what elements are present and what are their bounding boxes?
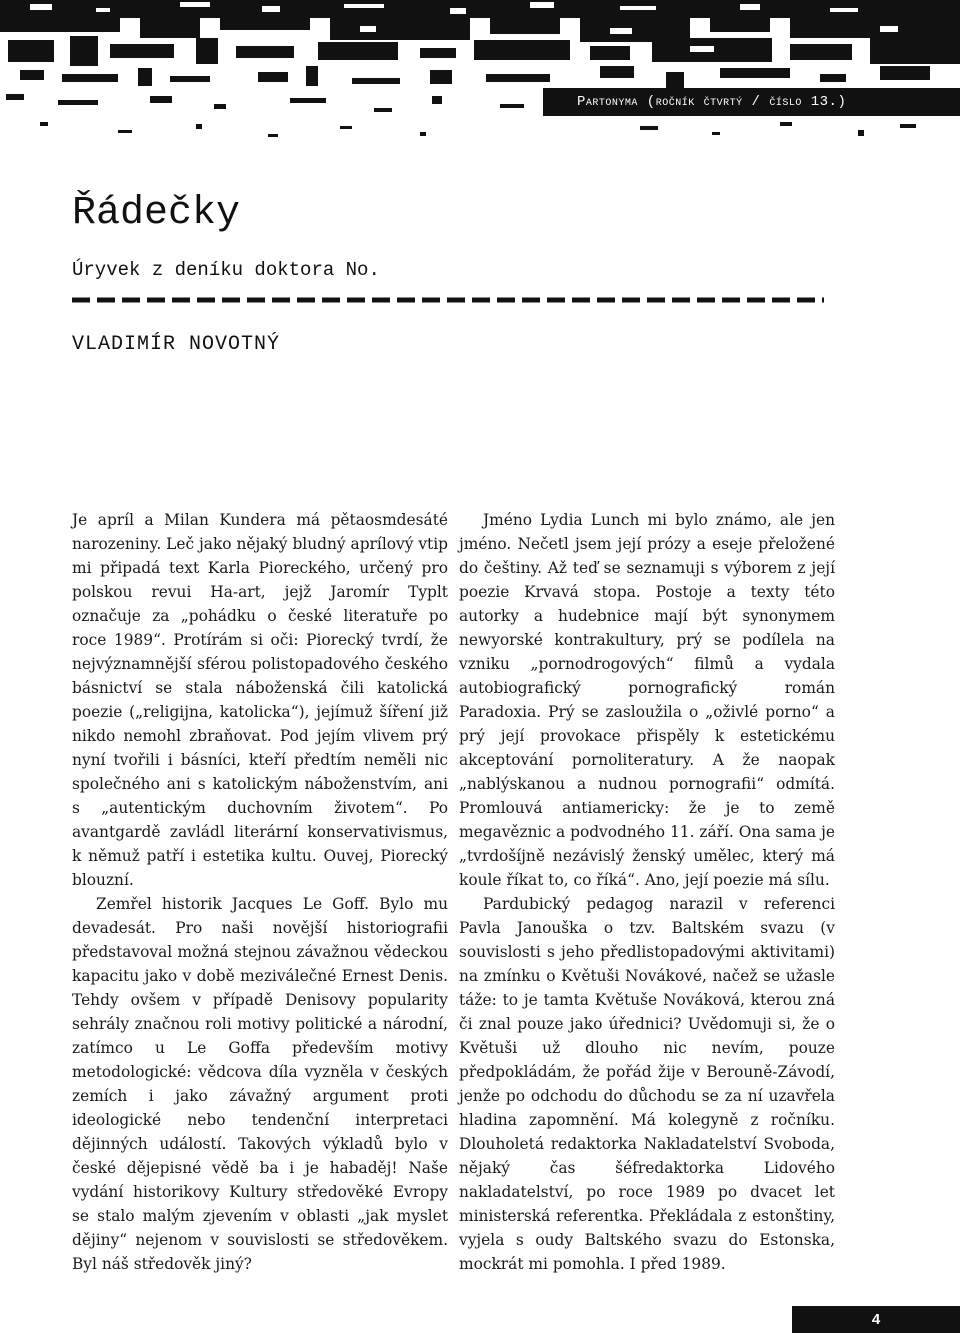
page-number: 4: [792, 1306, 960, 1333]
right-column: [459, 508, 835, 1276]
paragraph: Pardubický pedagog narazil v referenci Pavla Janouška o tzv. Baltském svazu (v souvislosti s jeho předlistopadovými aktivitami) na zmínku o Květuši Novákové, načež se užasle táže: to je tamta Květuše Nováková, kterou zná či znal pouze jako úřednici? Uvědomuji si, že o Květuši už dlouho nic nevím, pouze předpokládám, že pořád žije v Berouně-Závodí, jenže po odchodu do důchodu se za ní uzavřela hladina zapomnění. Má kolegyně z ročníku. Dlouholetá redaktorka Nakladatelství Svoboda, nějaký čas šéfredaktorka Lidového nakladatelství, po roce 1989 po dvacet let ministerská referentka. Překládala z estonštiny, vyjela s oudy Baltského svazu do Estonska, mockrát mi pomohla. I před 1989.: [459, 895, 835, 1273]
article-subtitle: Úryvek z deníku doktora No.: [72, 259, 380, 281]
grunge-header-texture: [0, 0, 960, 150]
left-column: [72, 508, 448, 1276]
paragraph: Zemřel historik Jacques Le Goff. Bylo mu devadesát. Pro naši novější historiografii představoval možná stejnou závažnou vědeckou kapacitu jako v době meziválečné Ernest Denis. Tehdy ovšem v případě Denisovy popularity sehrály značnou roli motivy politické a národní, zatímco u Le Goffa především motivy metodologické: vědcova díla vyzněla v českých zemích i jako závažný argument proti ideologické nebo tendenční interpretaci dějinných událostí. Takových výkladů bylo v české dějepisné vědě ba i je habaděj! Naše vydání historikovy Kultury středověké Evropy se stalo malým zjevením v oblasti „jak myslet dějiny“ nejenom v souvislosti se středověkem. Byl náš středověk jiný?: [72, 895, 448, 1273]
paragraph: Jméno Lydia Lunch mi bylo známo, ale jen jméno. Nečetl jsem její prózy a eseje přeložené do češtiny. Až teď se seznamuji s výborem z její poezie Krvavá stopa. Postoje a texty této autorky a hudebnice mají být synonymem newyorské kontrakultury, prý se podílela na vzniku „pornodrogových“ filmů a vydala autobiografický pornografický román Paradoxia. Prý se zasloužila o „oživlé porno“ a prý její provokace přispěly k estetickému akceptování pornoliteratury. A že naopak „nablýskanou a nudnou pornografii“ odmítá. Promlouvá antiamericky: že je to země megavěznic a podvodného 11. září. Ona sama je „tvrdošíjně nezávislý ženský umělec, který má koule říkat to, co říká“. Ano, její poezie má sílu.: [459, 511, 835, 889]
issue-header-bar: Partonyma (ročník čtvrtý / číslo 13.): [543, 88, 960, 116]
paragraph: Je apríl a Milan Kundera má pětaosmdesáté narozeniny. Leč jako nějaký bludný aprílový vtip mi připadá text Karla Pioreckého, určený pro polskou revui Ha-art, jejž Jaromír Typlt označuje za „pohádku o české literatuře po roce 1989“. Protírám si oči: Piorecký tvrdí, že nejvýznamnější sférou polistopadového českého básnictví se stala náboženská čili katolická poezie („religijna, katolicka“), jejímuž šíření již nikdo nemohl zbraňovat. Pod jejím vlivem prý nyní tvořili i básníci, kteří předtím neměli nic společného ani s katolickým náboženstvím, ani s „autentickým duchovním životem“. Po avantgardě zavládl literární konservativismus, k němuž patří i estetika kultu. Ouvej, Piorecký blouzní.: [72, 511, 448, 889]
article-author: VLADIMÍR NOVOTNÝ: [72, 333, 281, 356]
article-title: Řádečky: [72, 191, 241, 236]
dashed-divider: [72, 296, 824, 304]
